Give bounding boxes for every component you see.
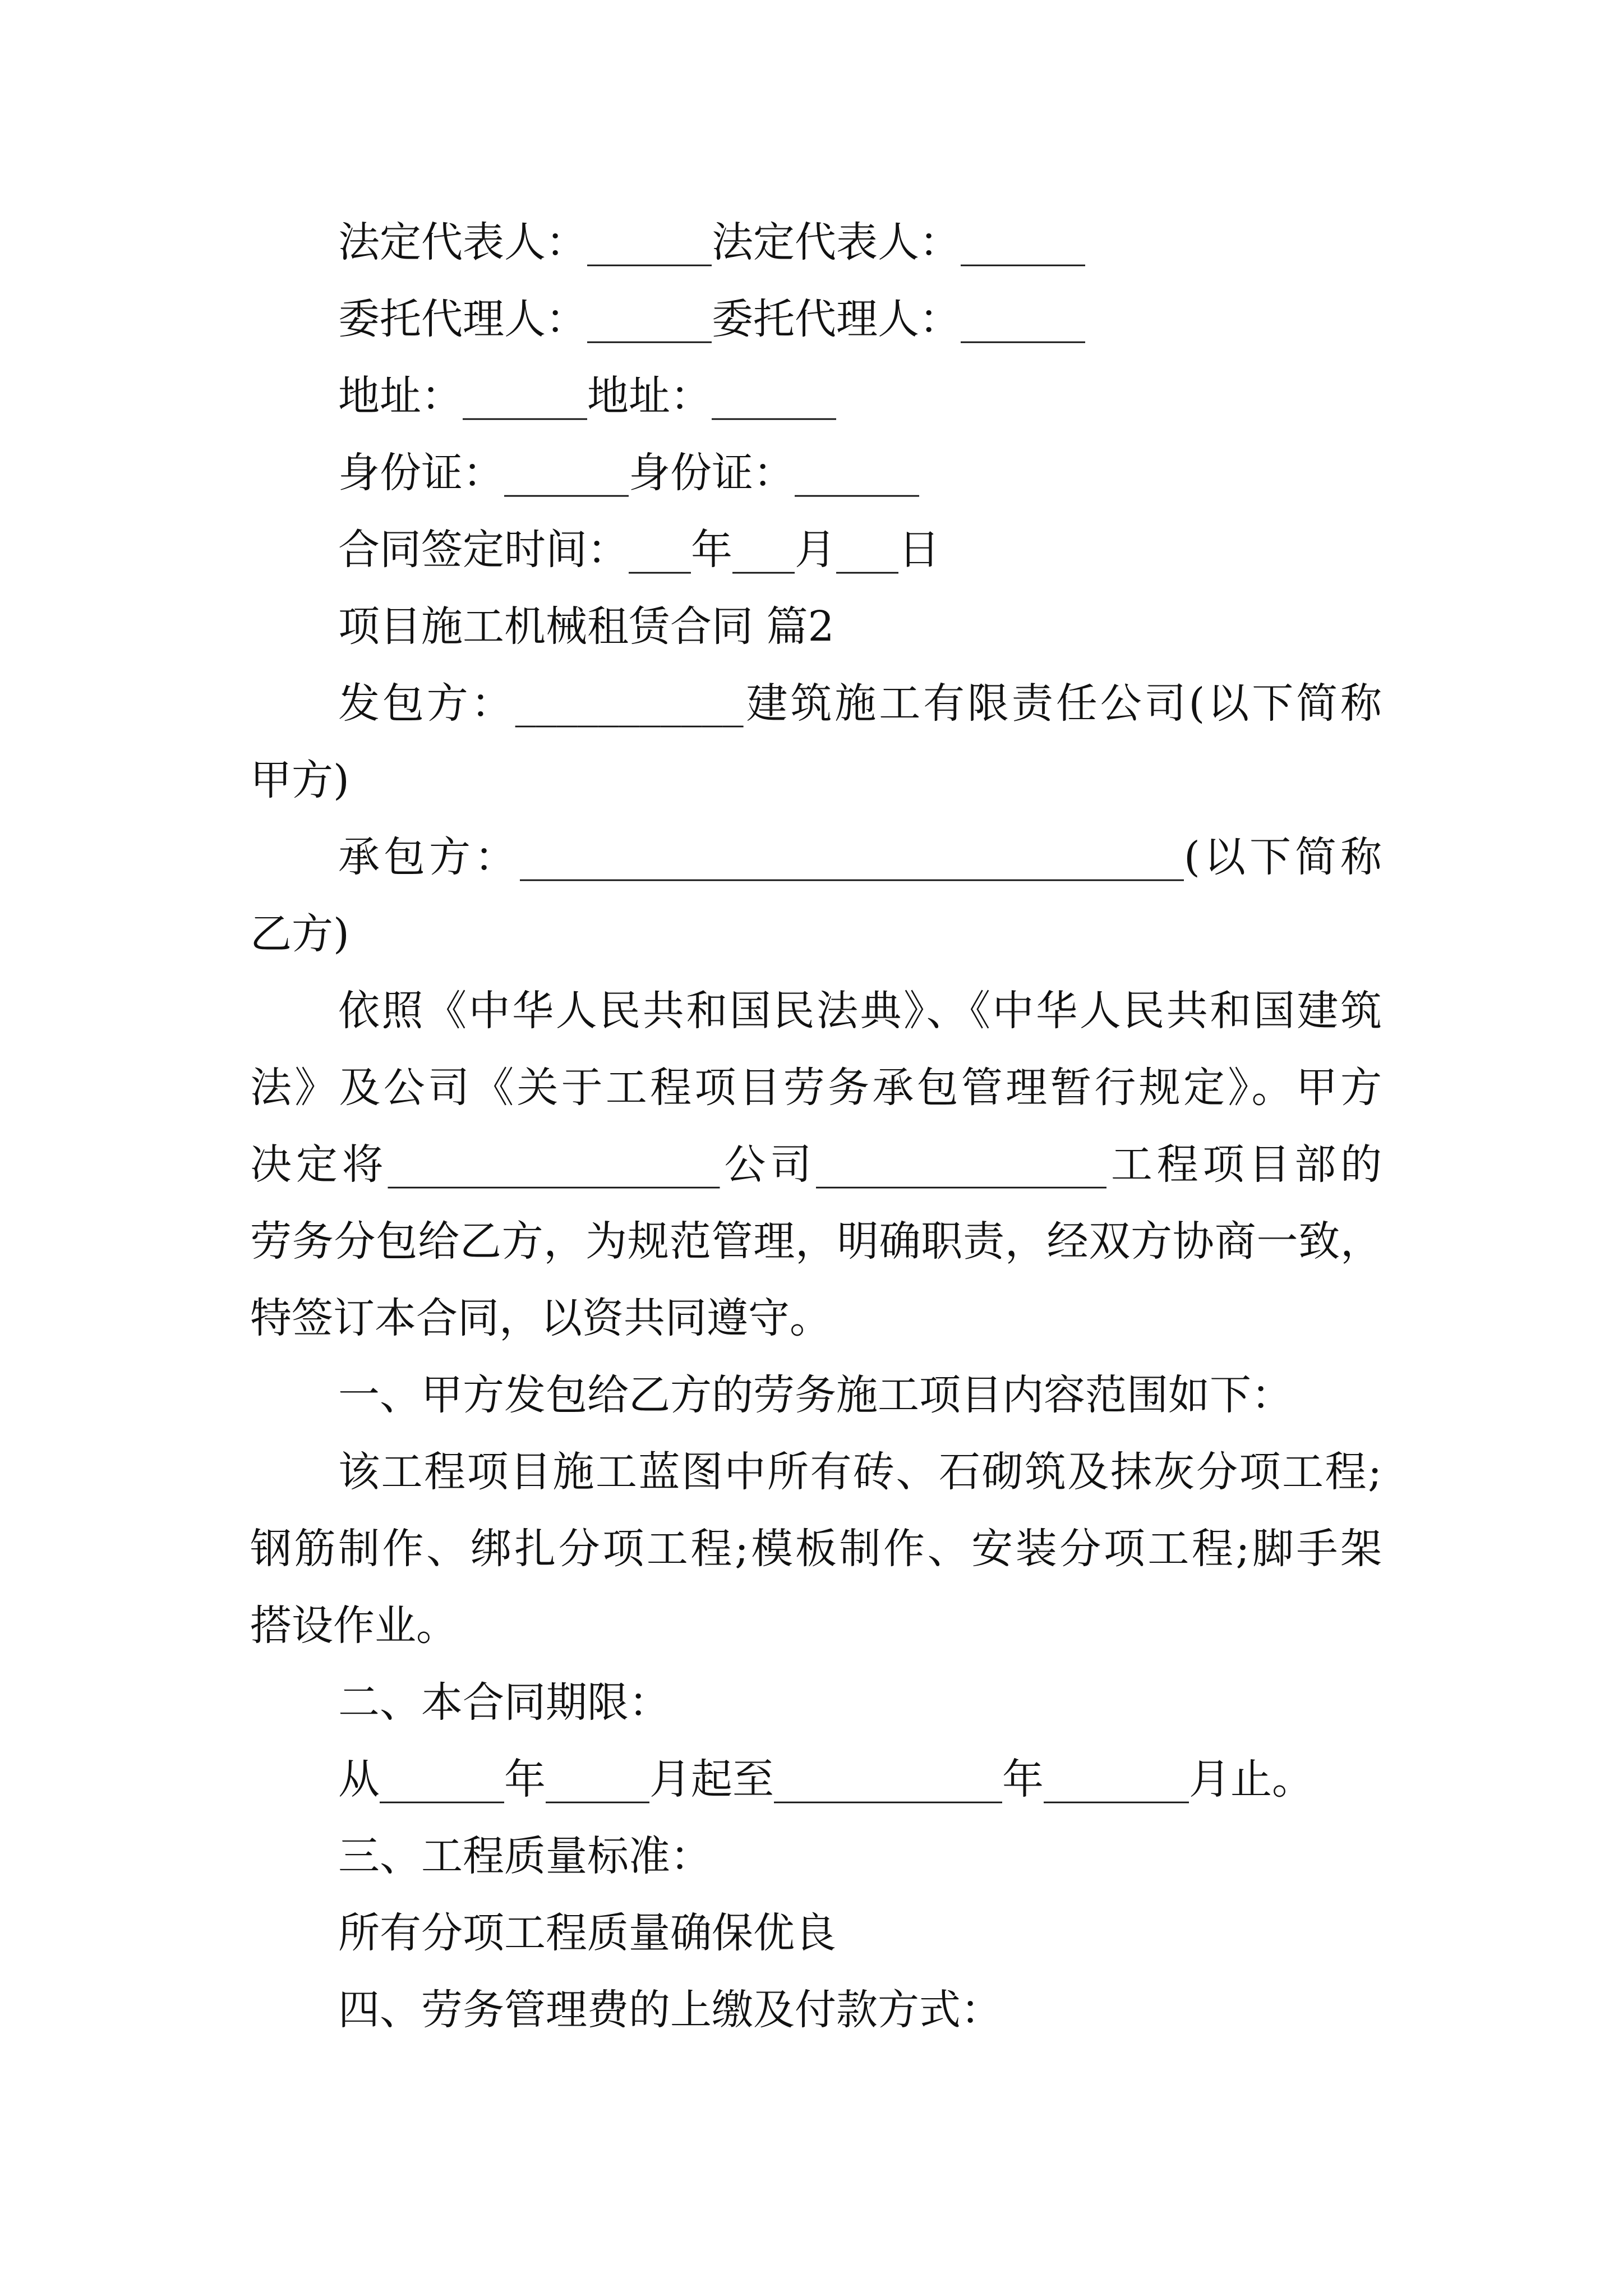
section-heading: 一、甲方发包给乙方的劳务施工项目内容范围如下： [338,1371,1293,1419]
section-quality-standard [250,1818,1382,1972]
preamble-line: 依照《中华人民共和国民法典》、《中华人民共和国建筑 [338,987,1382,1035]
section-body-line: 搭设作业。 [250,1602,458,1650]
contractor-party-line-continued: 乙方) [250,910,349,958]
preamble-line: 决定将________________公司______________工程项目部的 [250,1140,1382,1189]
signature-block [250,204,1382,588]
preamble-line: 劳务分包给乙方，为规范管理，明确职责，经双方协商一致， [250,1217,1382,1266]
section-scope-of-work [250,1357,1382,1664]
section-heading: 四、劳务管理费的上缴及付款方式： [338,1986,1002,2034]
signing-date-line: 合同签定时间：___年___月___日 [338,526,940,574]
section-heading: 三、工程质量标准： [338,1832,712,1880]
authorized-agent-line: 委托代理人：______委托代理人：______ [338,295,1085,343]
parties-block [250,665,1382,973]
address-line: 地址：______地址：______ [338,372,836,420]
contract-title: 项目施工机械租赁合同 篇2 [338,602,834,651]
section-body-line: 钢筋制作、绑扎分项工程;模板制作、安装分项工程;脚手架 [250,1525,1382,1573]
section-body-line: 所有分项工程质量确保优良 [338,1909,836,1957]
preamble-paragraph [250,973,1382,1357]
preamble-line: 法》及公司《关于工程项目劳务承包管理暂行规定》。甲方 [250,1064,1382,1112]
preamble-line: 特签订本合同，以资共同遵守。 [250,1294,831,1342]
section-body-line: 该工程项目施工蓝图中所有砖、石砌筑及抹灰分项工程; [338,1448,1382,1496]
id-card-line: 身份证：______身份证：______ [338,449,919,497]
legal-representative-line: 法定代表人：______法定代表人：______ [338,218,1085,266]
section-management-fee [250,1972,1382,2049]
document-body [250,204,1382,2049]
employer-party-line: 发包方：___________建筑施工有限责任公司(以下简称 [338,679,1382,728]
section-body-line: 从______年_____月起至___________年_______月止。 [338,1755,1313,1803]
employer-party-line-continued: 甲方) [250,756,349,804]
section-heading: 二、本合同期限： [338,1678,670,1727]
section-contract-term [250,1664,1382,1818]
contractor-party-line: 承包方：________________________________(以下简称 [338,833,1382,881]
